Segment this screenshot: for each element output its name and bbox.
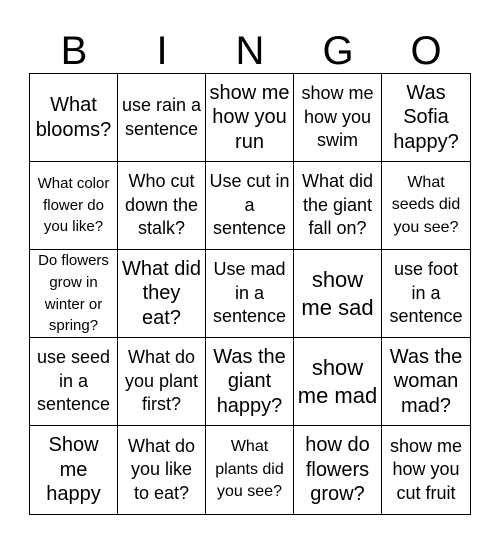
bingo-board	[29, 73, 471, 515]
bingo-cell-text: show me how you swim	[301, 83, 374, 151]
bingo-cell[interactable]	[30, 250, 118, 338]
bingo-cell-text: show me how you run	[209, 81, 290, 153]
bingo-cell-text: Was Sofia happy?	[393, 81, 459, 153]
bingo-cell-text: What seeds did you see?	[391, 173, 461, 236]
bingo-cell[interactable]	[30, 162, 118, 250]
header-letter-b: B	[60, 29, 88, 73]
bingo-cell[interactable]	[294, 338, 382, 426]
bingo-cell-text: show me sad	[301, 267, 374, 320]
bingo-cell-text: Was the giant happy?	[213, 345, 286, 417]
bingo-cell[interactable]	[118, 250, 206, 338]
bingo-cell[interactable]	[294, 74, 382, 162]
bingo-cell[interactable]	[294, 250, 382, 338]
header-letter-n: N	[235, 29, 265, 73]
bingo-cell-text: Was the woman mad?	[389, 345, 463, 417]
bingo-cell[interactable]	[206, 162, 294, 250]
bingo-cell-text: show me how you cut fruit	[389, 435, 463, 503]
bingo-cell-text: What plants did you see?	[215, 438, 284, 501]
bingo-cell[interactable]	[294, 162, 382, 250]
bingo-cell-text: use seed in a sentence	[36, 347, 111, 415]
bingo-cell-text: What color flower do you like?	[37, 174, 110, 236]
bingo-cell[interactable]	[206, 426, 294, 514]
bingo-cell[interactable]	[118, 338, 206, 426]
bingo-cell[interactable]	[118, 162, 206, 250]
bingo-cell[interactable]	[118, 426, 206, 514]
bingo-cell[interactable]	[382, 338, 470, 426]
bingo-cell-text: Show me happy	[46, 434, 101, 506]
bingo-cell[interactable]	[382, 74, 470, 162]
bingo-cell-text: Use cut in a sentence	[209, 171, 290, 239]
bingo-cell-text: What do you like to eat?	[127, 435, 196, 503]
bingo-cell-text: how do flowers grow?	[305, 434, 370, 506]
bingo-cell-text: use foot in a sentence	[389, 259, 463, 327]
bingo-cell-text: What do you plant first?	[124, 347, 199, 415]
bingo-cell-text: use rain a sentence	[121, 95, 202, 139]
bingo-cell-text: What blooms?	[35, 94, 112, 141]
header-letter-i: I	[156, 29, 168, 73]
bingo-cell-text: Use mad in a sentence	[212, 259, 287, 327]
bingo-cell[interactable]	[118, 74, 206, 162]
bingo-cell-text: Do flowers grow in winter or spring?	[38, 252, 109, 335]
bingo-cell[interactable]	[382, 250, 470, 338]
bingo-cell-text: Who cut down the stalk?	[124, 171, 199, 239]
bingo-cell[interactable]	[30, 426, 118, 514]
header-letter-g: G	[322, 29, 354, 73]
bingo-cell[interactable]	[206, 338, 294, 426]
bingo-header	[30, 28, 470, 74]
bingo-cell[interactable]	[206, 74, 294, 162]
bingo-cell[interactable]	[294, 426, 382, 514]
bingo-cell[interactable]	[382, 426, 470, 514]
bingo-cell-text: show me mad	[297, 355, 378, 408]
bingo-cell[interactable]	[382, 162, 470, 250]
bingo-cell[interactable]	[30, 338, 118, 426]
bingo-cell-text: What did they eat?	[122, 257, 201, 329]
bingo-cell[interactable]	[30, 74, 118, 162]
header-letter-o: O	[410, 29, 442, 73]
bingo-cell[interactable]	[206, 250, 294, 338]
bingo-cell-text: What did the giant fall on?	[301, 171, 374, 239]
